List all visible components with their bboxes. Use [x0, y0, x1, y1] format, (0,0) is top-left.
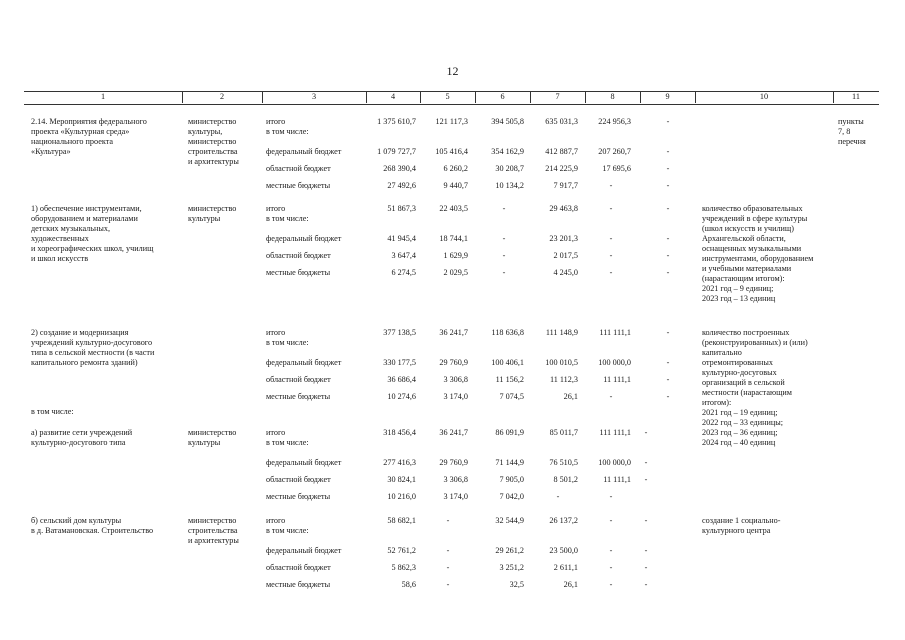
funding-source: областной бюджет: [266, 375, 331, 384]
funding-value: 121 117,3: [435, 117, 468, 126]
funding-value: -: [446, 563, 450, 572]
header-column-number: 5: [445, 92, 450, 101]
funding-value: 32 544,9: [495, 516, 524, 525]
reference-line: перечня: [838, 137, 866, 146]
funding-value: -: [609, 251, 613, 260]
reference-line: пункты: [838, 117, 864, 126]
funding-value: 10 216,0: [387, 492, 416, 501]
funding-value: -: [609, 580, 613, 589]
funding-source: областной бюджет: [266, 164, 331, 173]
target-indicator-line: организаций в сельской: [702, 378, 785, 387]
funding-value: -: [666, 392, 670, 401]
funding-value: 5 862,3: [391, 563, 416, 572]
target-indicator-line: местности (нарастающим: [702, 388, 792, 397]
measure-name-line: 1) обеспечение инструментами,: [31, 204, 142, 213]
funding-value: 1 079 727,7: [377, 147, 416, 156]
measure-name-line: 2.14. Мероприятия федерального: [31, 117, 147, 126]
funding-value: 85 011,7: [549, 428, 578, 437]
funding-value: 100 000,0: [598, 358, 631, 367]
header-column-number: 8: [610, 92, 615, 101]
funding-value: -: [666, 268, 670, 277]
funding-value: 207 260,7: [598, 147, 631, 156]
funding-value: 32,5: [509, 580, 524, 589]
funding-source: местные бюджеты: [266, 580, 331, 589]
funding-value: 635 031,3: [545, 117, 578, 126]
executor-line: и архитектуры: [188, 157, 239, 166]
funding-source: итого: [266, 516, 286, 525]
measure-name-line: «Культура»: [31, 147, 71, 156]
funding-source: федеральный бюджет: [266, 147, 342, 156]
header-column-number: 10: [759, 92, 769, 101]
funding-value: -: [666, 358, 670, 367]
funding-value: 30 824,1: [387, 475, 416, 484]
funding-value: 111 148,9: [545, 328, 578, 337]
funding-value: 2 017,5: [553, 251, 578, 260]
measure-name-line: капитального ремонта зданий): [31, 358, 138, 367]
funding-value: -: [644, 563, 648, 572]
funding-value: 3 306,8: [443, 475, 468, 484]
funding-value: 118 636,8: [491, 328, 524, 337]
funding-value: 36 686,4: [387, 375, 416, 384]
funding-value: 2 029,5: [443, 268, 468, 277]
funding-value: 7 905,0: [499, 475, 524, 484]
funding-value: -: [666, 181, 670, 190]
funding-value: 10 134,2: [495, 181, 524, 190]
target-indicator-line: (нарастающим итогом):: [702, 274, 785, 283]
measure-name-line: национального проекта: [31, 137, 114, 146]
target-indicator-line: создание 1 социально-: [702, 516, 781, 525]
funding-source: местные бюджеты: [266, 492, 331, 501]
funding-value: 18 744,1: [439, 234, 468, 243]
funding-value: 3 647,4: [391, 251, 416, 260]
funding-value: 36 241,7: [439, 428, 468, 437]
funding-source: федеральный бюджет: [266, 234, 342, 243]
header-column-number: 7: [555, 92, 560, 101]
funding-value: 10 274,6: [387, 392, 416, 401]
funding-value: -: [666, 375, 670, 384]
target-indicator-line: количество построенных: [702, 328, 790, 337]
measure-name-line: и школ искусств: [31, 254, 89, 263]
funding-value: -: [666, 204, 670, 213]
funding-value: -: [644, 475, 648, 484]
funding-value: 3 174,0: [443, 392, 468, 401]
measure-name-line: 2) создание и модернизация: [31, 328, 129, 337]
funding-value: 2 611,1: [553, 563, 578, 572]
measure-name-line: художественных: [31, 234, 89, 243]
header-column-number: 3: [311, 92, 317, 101]
measure-name-line: в д. Ватамановская. Строительство: [31, 526, 154, 535]
funding-source: в том числе:: [266, 526, 309, 535]
executor-line: министерство: [188, 204, 237, 213]
executor-line: и архитектуры: [188, 536, 239, 545]
funding-source: в том числе:: [266, 338, 309, 347]
funding-value: -: [502, 204, 506, 213]
target-indicator-line: учреждений в сфере культуры: [702, 214, 808, 223]
funding-value: -: [556, 492, 560, 501]
funding-value: 30 208,7: [495, 164, 524, 173]
funding-source: федеральный бюджет: [266, 546, 342, 555]
measure-name-line: оборудованием и материалами: [31, 214, 138, 223]
funding-value: -: [666, 164, 670, 173]
funding-value: -: [644, 580, 648, 589]
funding-value: -: [644, 458, 648, 467]
target-indicator-line: культурного центра: [702, 526, 771, 535]
funding-value: -: [666, 147, 670, 156]
measure-name-line: проекта «Культурная среда»: [31, 127, 130, 136]
funding-value: 29 760,9: [439, 458, 468, 467]
funding-value: 100 010,5: [545, 358, 578, 367]
funding-value: -: [446, 580, 450, 589]
funding-value: -: [446, 516, 450, 525]
funding-source: в том числе:: [266, 214, 309, 223]
funding-value: 29 760,9: [439, 358, 468, 367]
target-indicator-line: (реконструированных) и (или): [702, 338, 808, 347]
funding-value: -: [609, 181, 613, 190]
funding-value: 1 629,9: [443, 251, 468, 260]
funding-value: 111 111,1: [599, 328, 631, 337]
funding-value: -: [502, 251, 506, 260]
measure-name-line: в том числе:: [31, 407, 74, 416]
funding-value: 7 074,5: [499, 392, 524, 401]
funding-value: 318 456,4: [383, 428, 416, 437]
header-column-number: 9: [665, 92, 670, 101]
target-indicator-line: 2023 год – 13 единиц: [702, 294, 776, 303]
target-indicator-line: 2022 год – 33 единицы;: [702, 418, 784, 427]
target-indicator-line: отремонтированных: [702, 358, 773, 367]
funding-value: 26,1: [563, 392, 578, 401]
funding-value: 17 695,6: [602, 164, 631, 173]
funding-value: 26,1: [563, 580, 578, 589]
target-indicator-line: 2023 год – 36 единиц;: [702, 428, 778, 437]
funding-value: 58,6: [401, 580, 416, 589]
executor-line: культуры: [188, 214, 221, 223]
funding-value: 86 091,9: [495, 428, 524, 437]
target-indicator-line: культурно-досуговых: [702, 368, 777, 377]
funding-source: местные бюджеты: [266, 181, 331, 190]
funding-value: 52 761,2: [387, 546, 416, 555]
header-column-number: 11: [852, 92, 860, 101]
funding-value: 7 042,0: [499, 492, 524, 501]
target-indicator-line: Архангельской области,: [702, 234, 786, 243]
funding-value: -: [644, 516, 648, 525]
funding-value: 41 945,4: [387, 234, 416, 243]
executor-line: культуры,: [188, 127, 223, 136]
funding-value: 224 956,3: [598, 117, 631, 126]
measure-name-line: детских музыкальных,: [31, 224, 111, 233]
funding-value: 27 492,6: [387, 181, 416, 190]
target-indicator-line: 2021 год – 19 единиц;: [702, 408, 778, 417]
funding-value: -: [609, 516, 613, 525]
funding-value: 7 917,7: [553, 181, 578, 190]
funding-value: -: [609, 234, 613, 243]
funding-value: 377 138,5: [383, 328, 416, 337]
executor-line: строительства: [188, 147, 238, 156]
target-indicator-line: итогом):: [702, 398, 732, 407]
funding-value: -: [502, 268, 506, 277]
funding-value: -: [666, 328, 670, 337]
funding-value: -: [609, 546, 613, 555]
funding-value: 51 867,3: [387, 204, 416, 213]
funding-value: 23 201,3: [549, 234, 578, 243]
target-indicator-line: (школ искусств и училищ): [702, 224, 794, 233]
page-number: 12: [446, 64, 459, 78]
measure-name-line: б) сельский дом культуры: [31, 516, 122, 525]
funding-source: итого: [266, 328, 286, 337]
funding-source: местные бюджеты: [266, 392, 331, 401]
funding-value: -: [609, 392, 613, 401]
funding-source: федеральный бюджет: [266, 458, 342, 467]
funding-value: 29 463,8: [549, 204, 578, 213]
funding-value: 11 112,3: [549, 375, 578, 384]
funding-value: -: [666, 117, 670, 126]
funding-value: -: [666, 234, 670, 243]
funding-value: 36 241,7: [439, 328, 468, 337]
funding-source: местные бюджеты: [266, 268, 331, 277]
funding-source: областной бюджет: [266, 475, 331, 484]
target-indicator-line: инструментами, оборудованием: [702, 254, 814, 263]
executor-line: министерство: [188, 516, 237, 525]
funding-source: итого: [266, 204, 286, 213]
funding-value: 71 144,9: [495, 458, 524, 467]
funding-value: -: [666, 251, 670, 260]
target-indicator-line: и учебными материалами: [702, 264, 792, 273]
header-column-number: 1: [100, 92, 106, 101]
funding-value: 23 500,0: [549, 546, 578, 555]
funding-value: 11 111,1: [603, 475, 631, 484]
funding-value: -: [609, 268, 613, 277]
target-indicator-line: оснащенных музыкальными: [702, 244, 802, 253]
measure-name-line: культурно-досугового типа: [31, 438, 126, 447]
funding-value: 76 510,5: [549, 458, 578, 467]
funding-value: 1 375 610,7: [377, 117, 416, 126]
executor-line: культуры: [188, 438, 221, 447]
funding-value: 4 245,0: [553, 268, 578, 277]
funding-value: 8 501,2: [553, 475, 578, 484]
funding-source: в том числе:: [266, 127, 309, 136]
measure-name-line: и хореографических школ, училищ: [31, 244, 154, 253]
funding-value: 100 406,1: [491, 358, 524, 367]
funding-value: 105 416,4: [435, 147, 468, 156]
measure-name-line: а) развитие сети учреждений: [31, 428, 133, 437]
funding-source: итого: [266, 428, 286, 437]
funding-value: 3 306,8: [443, 375, 468, 384]
measure-name-line: типа в сельской местности (в части: [31, 348, 155, 357]
funding-value: 11 111,1: [603, 375, 631, 384]
funding-value: 9 440,7: [443, 181, 468, 190]
executor-line: министерство: [188, 117, 237, 126]
funding-value: 58 682,1: [387, 516, 416, 525]
measure-name-line: учреждений культурно-досугового: [31, 338, 153, 347]
funding-value: 26 137,2: [549, 516, 578, 525]
funding-value: 6 260,2: [443, 164, 468, 173]
funding-value: -: [609, 492, 613, 501]
executor-line: министерство: [188, 137, 237, 146]
funding-value: 268 390,4: [383, 164, 416, 173]
funding-source: в том числе:: [266, 438, 309, 447]
reference-line: 7, 8: [838, 127, 851, 136]
funding-source: областной бюджет: [266, 563, 331, 572]
funding-value: -: [644, 546, 648, 555]
target-indicator-line: количество образовательных: [702, 204, 803, 213]
funding-value: 22 403,5: [439, 204, 468, 213]
funding-value: -: [609, 204, 613, 213]
funding-value: 100 000,0: [598, 458, 631, 467]
funding-source: итого: [266, 117, 286, 126]
funding-value: 277 416,3: [383, 458, 416, 467]
funding-value: 354 162,9: [491, 147, 524, 156]
target-indicator-line: капитально: [702, 348, 742, 357]
funding-value: 6 274,5: [391, 268, 416, 277]
funding-value: -: [502, 234, 506, 243]
funding-source: областной бюджет: [266, 251, 331, 260]
executor-line: министерство: [188, 428, 237, 437]
funding-value: 214 225,9: [545, 164, 578, 173]
target-indicator-line: 2021 год – 9 единиц;: [702, 284, 774, 293]
funding-source: федеральный бюджет: [266, 358, 342, 367]
funding-value: 394 505,8: [491, 117, 524, 126]
funding-value: 3 251,2: [499, 563, 524, 572]
funding-value: -: [644, 428, 648, 437]
target-indicator-line: 2024 год – 40 единиц: [702, 438, 776, 447]
header-column-number: 2: [219, 92, 225, 101]
funding-value: 11 156,2: [495, 375, 524, 384]
funding-value: 3 174,0: [443, 492, 468, 501]
executor-line: строительства: [188, 526, 238, 535]
funding-value: 29 261,2: [495, 546, 524, 555]
funding-value: -: [609, 563, 613, 572]
header-column-number: 4: [390, 92, 396, 101]
funding-value: 111 111,1: [599, 428, 631, 437]
header-column-number: 6: [500, 92, 505, 101]
funding-value: 330 177,5: [383, 358, 416, 367]
funding-value: 412 887,7: [545, 147, 578, 156]
funding-value: -: [446, 546, 450, 555]
